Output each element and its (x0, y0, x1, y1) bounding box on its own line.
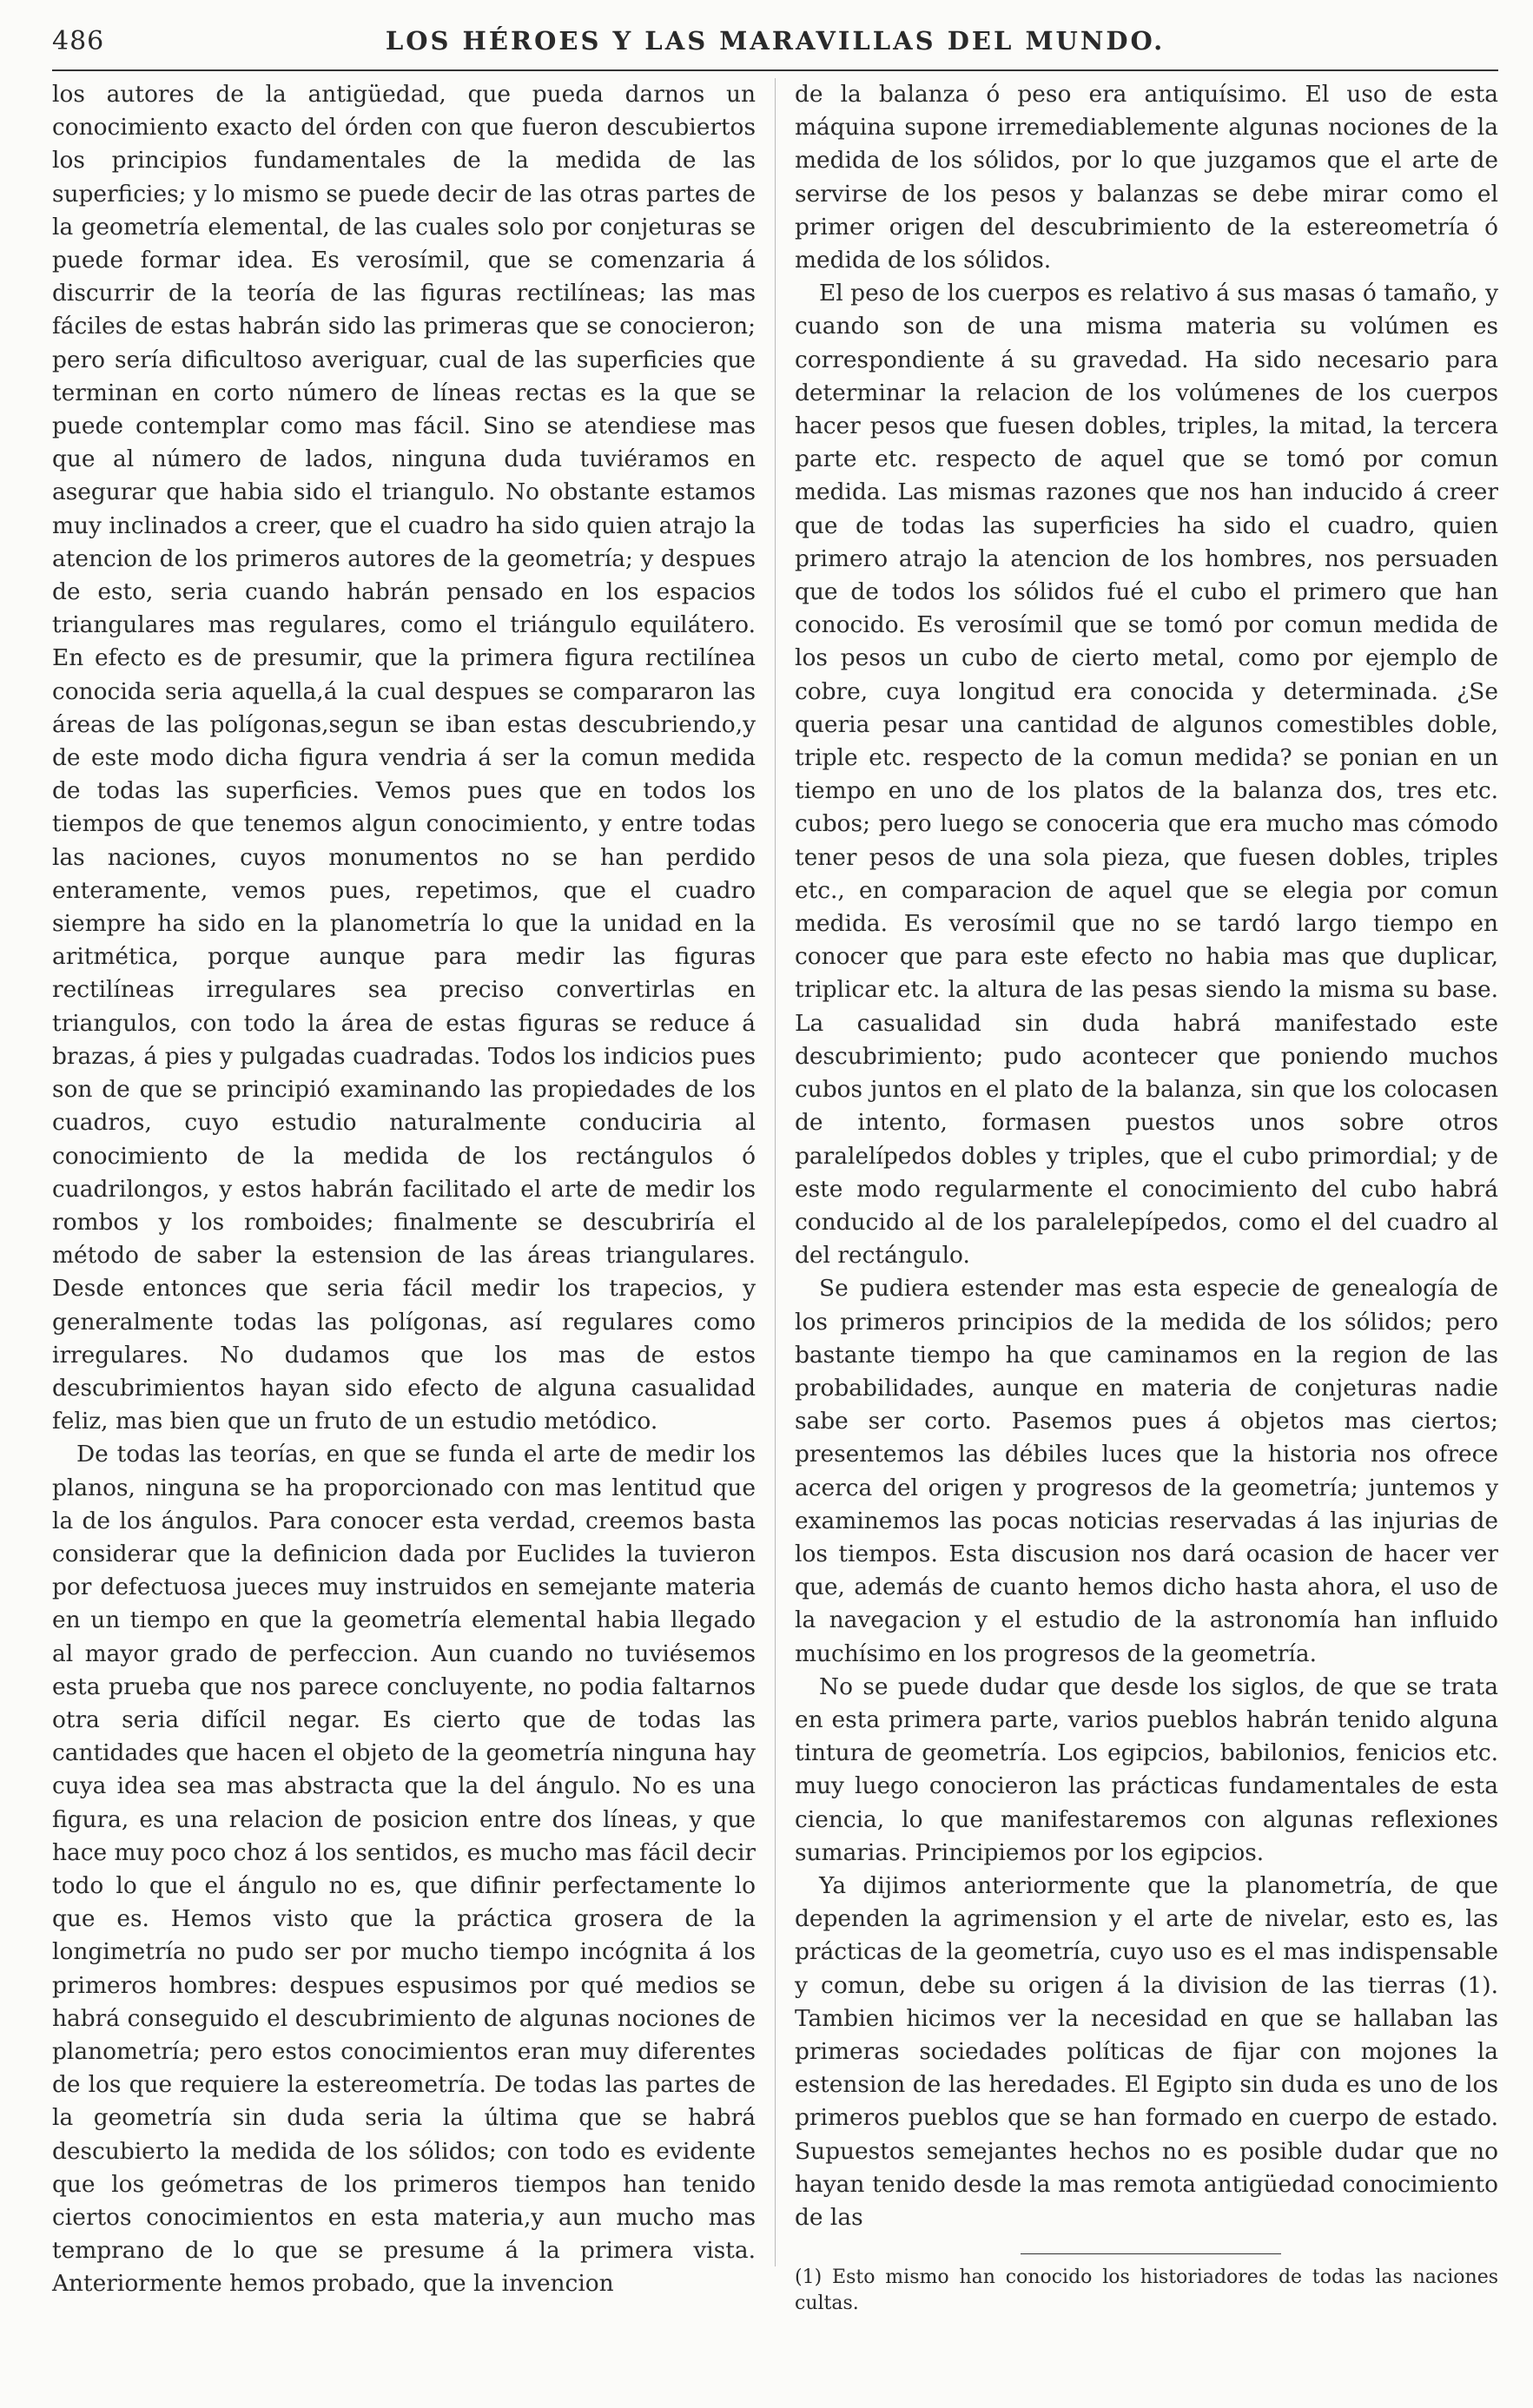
page-header (52, 23, 1498, 71)
paragraph: El peso de los cuerpos es relativo á sus masas ó tamaño, y cuando son de una misma materia su volúmen es correspondiente á su gravedad. Ha sido necesario para determinar la relacion de los volúmenes de los cuerpos hacer pesos que fuesen dobles, triples, la mitad, la tercera parte etc. respecto de aquel que se tomó por comun medida. Las mismas razones que nos han inducido á creer que de todas las superficies ha sido el cuadro, quien primero atrajo la atencion de los hombres, nos persuaden que de todos los sólidos fué el cubo el primero que han conocido. Es verosímil que se tomó por comun medida de los pesos un cubo de cierto metal, como por ejemplo de cobre, cuya longitud era conocida y determinada. ¿Se queria pesar una cantidad de algunos comestibles doble, triple etc. respecto de la comun medida? se ponian en un tiempo en uno de los platos de la balanza dos, tres etc. cubos; pero luego se conoceria que era mucho mas cómodo tener pesos de una sola pieza, que fuesen dobles, triples etc., en comparacion de aquel que se elegia por comun medida. Es verosímil que no se tardó largo tiempo en conocer que para este efecto no habia mas que duplicar, triplicar etc. la altura de las pesas siendo la misma su base. La casualidad sin duda habrá manifestado este descubrimiento; pudo acontecer que poniendo muchos cubos juntos en el plato de la balanza, sin que los colocasen de intento, formasen puestos unos sobre otros paralelípedos dobles y triples, que el cubo primordial; y de este modo regularmente el conocimiento del cubo habrá conducido al de los paralelepípedos, como el del cuadro al del rectángulo. (795, 280, 1498, 1270)
paragraph: de la balanza ó peso era antiquísimo. El uso de esta máquina supone irremediablemente algunas nociones de la medida de los sólidos, por lo que juzgamos que el arte de servirse de los pesos y balanzas se debe mirar como el primer origen del descubrimiento de la estereometría ó medida de los sólidos. (795, 81, 1498, 274)
paragraph: Ya dijimos anteriormente que la planometría, de que dependen la agrimension y el arte de nivelar, esto es, las prácticas de la geometría, cuyo uso es el mas indispensable y comun, debe su origen á la division de las tierras (1). Tambien hicimos ver la necesidad en que se hallaban las primeras sociedades políticas de fijar con mojones la estension de las heredades. El Egipto sin duda es uno de los primeros pueblos que se han formado en cuerpo de estado. Supuestos semejantes hechos no es posible dudar que no hayan tenido desde la mas remota antigüedad conocimiento de las (795, 1871, 1498, 2231)
paragraph: los autores de la antigüedad, que pueda darnos un conocimiento exacto del órden con que fueron descubiertos los principios fundamentales de la medida de las superficies; y lo mismo se puede decir de las otras partes de la geometría elemental, de las cuales solo por conjeturas se puede formar idea. Es verosímil, que se comenzaria á discurrir de la teoría de las figuras rectilíneas; las mas fáciles de estas habrán sido las primeras que se conocieron; pero sería dificultoso averiguar, cual de las superficies que terminan en corto número de líneas rectas es la que se puede contemplar como mas fácil. Sino se atendiese mas que al número de lados, ninguna duda tuviéramos en asegurar que habia sido el triangulo. No obstante estamos muy inclinados a creer, que el cuadro ha sido quien atrajo la atencion de los primeros autores de la geometría; y despues de esto, seria cuando habrán pensado en los espacios triangulares mas regulares, como el triángulo equilátero. En efecto es de presumir, que la primera figura rectilínea conocida seria aquella,á la cual despues se compararon las áreas de las polígonas,segun se iban estas descubriendo,y de este modo dicha figura vendria á ser la comun medida de todas las superficies. Vemos pues que en todos los tiempos de que tenemos algun conocimiento, y entre todas las naciones, cuyos monumentos no se han perdido enteramente, vemos pues, repetimos, que el cuadro siempre ha sido en la planometría lo que la unidad en la aritmética, porque aunque para medir las figuras rectilíneas irregulares sea preciso convertirlas en triangulos, con todo la área de estas figuras se reduce á brazas, á pies y pulgadas cuadradas. Todos los indicios pues son de que se principió examinando las propiedades de los cuadros, cuyo estudio naturalmente conduciria al conocimiento de la medida de los rectángulos ó cuadrilongos, y estos habrán facilitado el arte de medir los rombos y los romboides; finalmente se descubriría el método de saber la estension de las áreas triangulares. Desde entonces que seria fácil medir los trapecios, y generalmente todas las polígonas, así regulares como irregulares. No dudamos que los mas de estos descubrimientos hayan sido efecto de alguna casualidad feliz, mas bien que un fruto de un estudio metódico. (52, 81, 756, 1435)
left-column (52, 78, 756, 2301)
paragraph: De todas las teorías, en que se funda el arte de medir los planos, ninguna se ha proporcionado con mas lentitud que la de los ángulos. Para conocer esta verdad, creemos basta considerar que la definicion dada por Euclides la tuvieron por defectuosa jueces muy instruidos en semejante materia en un tiempo en que la geometría elemental habia llegado al mayor grado de perfeccion. Aun cuando no tuviésemos esta prueba que nos parece concluyente, no podia faltarnos otra seria difícil negar. Es cierto que de todas las cantidades que hacen el objeto de la geometría ninguna hay cuya idea sea mas abstracta que la del ángulo. No es una figura, es una relacion de posicion entre dos líneas, y que hace muy poco choz á los sentidos, es mucho mas fácil decir todo lo que el ángulo no es, que difinir perfectamente lo que es. Hemos visto que la práctica grosera de la longimetría no pudo ser por mucho tiempo incógnita á los primeros hombres: despues espusimos por qué medios se habrá conseguido el descubrimiento de algunas nociones de planometría; pero estos conocimientos eran muy diferentes de los que requiere la estereometría. De todas las partes de la geometría sin duda seria la última que se habrá descubierto la medida de los sólidos; con todo es evidente que los geómetras de los primeros tiempos han tenido ciertos conocimientos en esta materia,y aun mucho mas temprano de lo que se presume á la primera vista. Anteriormente hemos probado, que la invencion (52, 1441, 756, 2298)
column-divider (775, 78, 776, 2266)
footnote-rule (1021, 2253, 1281, 2254)
text-columns (52, 78, 1498, 2336)
page (52, 23, 1498, 2393)
right-column (795, 78, 1498, 2317)
paragraph: No se puede dudar que desde los siglos, de que se trata en esta primera parte, varios pueblos habrán tenido alguna tintura de geometría. Los egipcios, babilonios, fenicios etc. muy luego conocieron las prácticas fundamentales de esta ciencia, lo que manifestaremos con algunas reflexiones sumarias. Principiemos por los egipcios. (795, 1672, 1498, 1866)
paragraph: Se pudiera estender mas esta especie de genealogía de los primeros principios de la medida de los sólidos; pero bastante tiempo ha que caminamos en la region de las probabilidades, aunque en materia de conjeturas nadie sabe ser corto. Pasemos pues á objetos mas ciertos; presentemos las débiles luces que la historia nos ofrece acerca del origen y progresos de la geometría; juntemos y examinemos las pocas noticias reservadas á las injurias de los tiempos. Esta discusion nos dará ocasion de hacer ver que, además de cuanto hemos dicho hasta ahora, el uso de la navegacion y el estudio de la astronomía han influido muchísimo en los progresos de la geometría. (795, 1275, 1498, 1667)
running-title: LOS HÉROES Y LAS MARAVILLAS DEL MUNDO. (385, 26, 1166, 56)
footnote: (1) Esto mismo han conocido los historiadores de todas las naciones cultas. (795, 2266, 1498, 2315)
page-number: 486 (52, 26, 105, 56)
